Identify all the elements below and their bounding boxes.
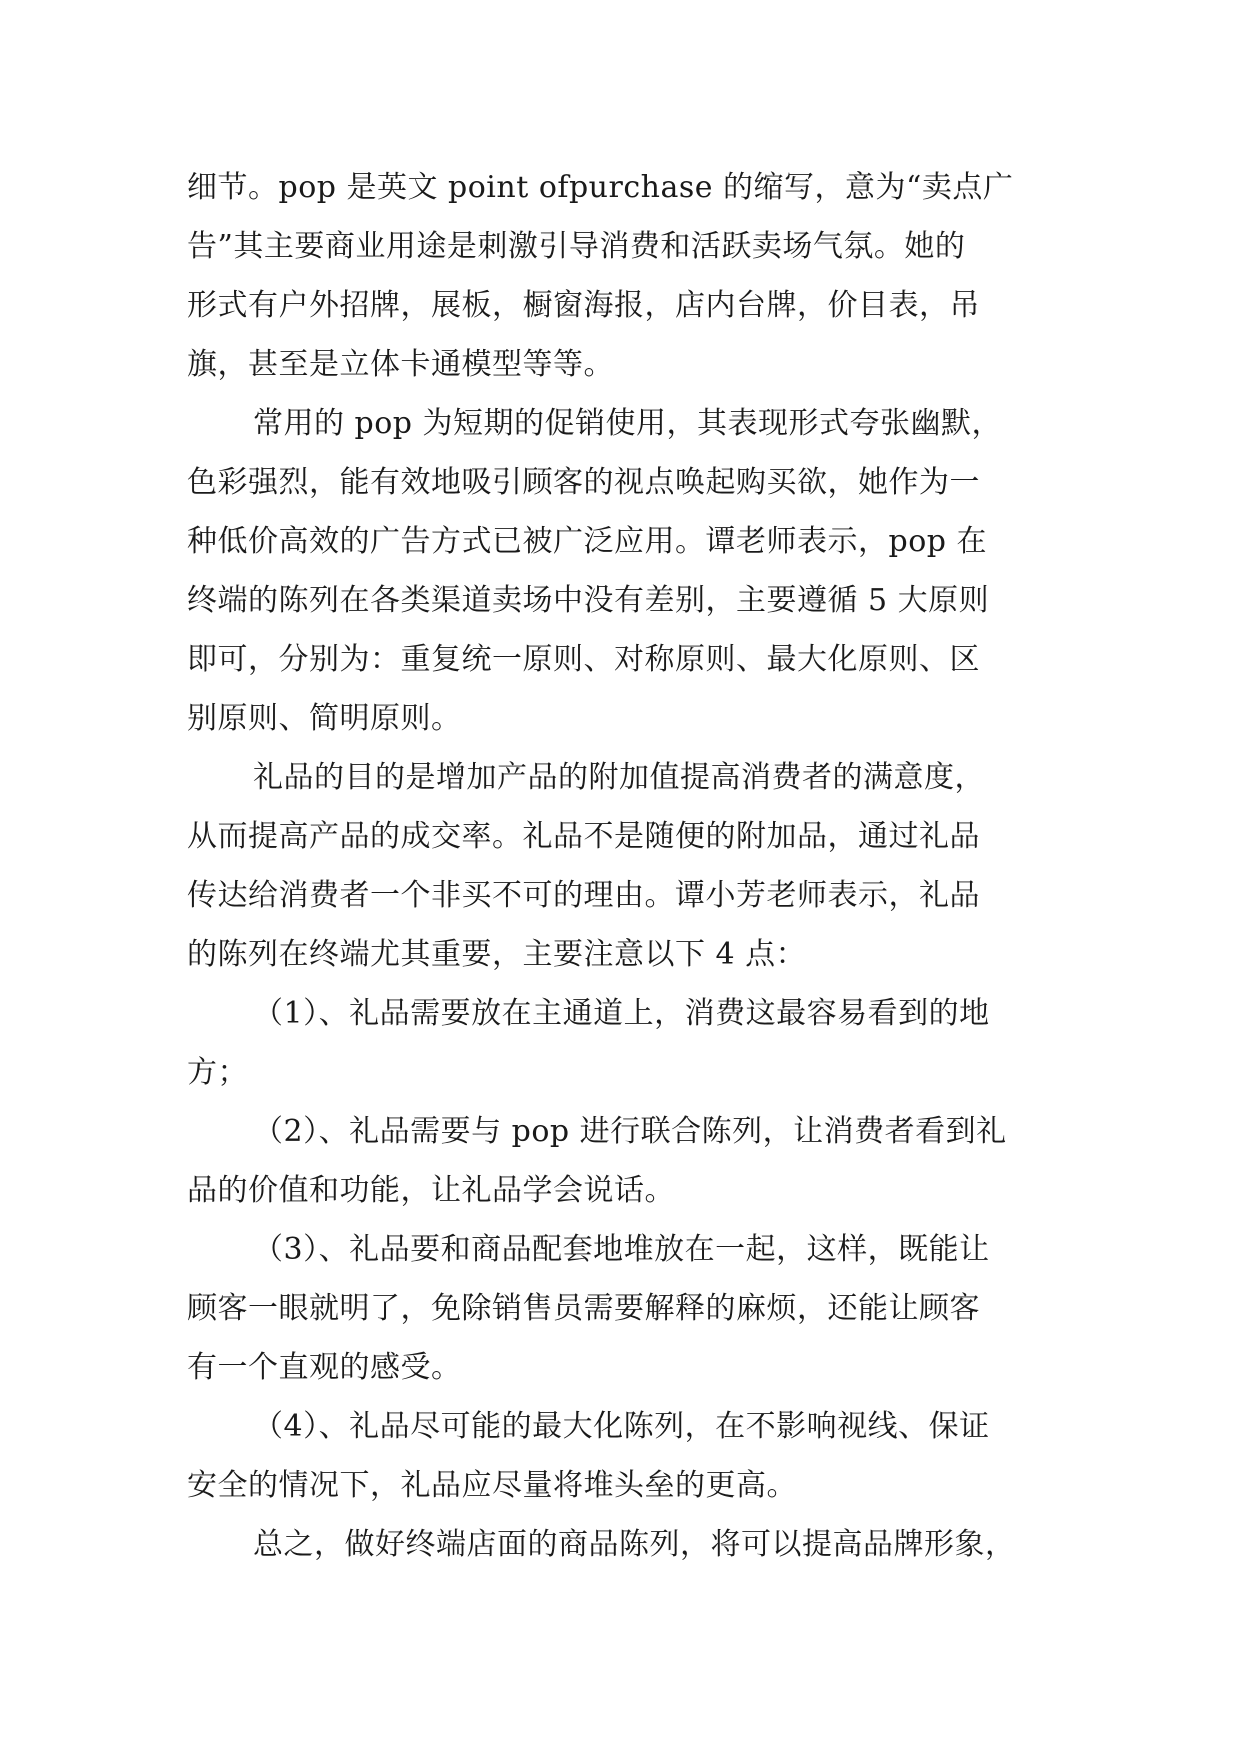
text-line: 即可，分别为：重复统一原则、对称原则、最大化原则、区	[187, 642, 980, 677]
text-line: 顾客一眼就明了，免除销售员需要解释的麻烦，还能让顾客	[187, 1291, 980, 1326]
paragraph-point-2	[187, 1102, 1067, 1220]
paragraph-gift-purpose	[187, 748, 1067, 984]
text-line: 的陈列在终端尤其重要，主要注意以下 4 点：	[187, 937, 807, 972]
text-line: 细节。pop 是英文 point ofpurchase 的缩写，意为“卖点广	[187, 170, 1014, 205]
text-line: 方；	[187, 1055, 248, 1090]
text-line: （4）、礼品尽可能的最大化陈列，在不影响视线、保证	[253, 1409, 990, 1444]
text-line: 种低价高效的广告方式已被广泛应用。谭老师表示，pop 在	[187, 524, 988, 559]
text-line: 形式有户外招牌，展板，橱窗海报，店内台牌，价目表，吊	[187, 288, 980, 323]
text-line: 礼品的目的是增加产品的附加值提高消费者的满意度，	[253, 760, 985, 795]
paragraph-point-3	[187, 1220, 1067, 1397]
text-line: 终端的陈列在各类渠道卖场中没有差别，主要遵循 5 大原则	[187, 583, 990, 618]
text-line: 传达给消费者一个非买不可的理由。谭小芳老师表示，礼品	[187, 878, 980, 913]
text-line: 旗，甚至是立体卡通模型等等。	[187, 347, 614, 382]
paragraph-pop-usage	[187, 394, 1067, 748]
text-line: 别原则、简明原则。	[187, 701, 462, 736]
paragraph-point-4	[187, 1397, 1067, 1515]
text-line: 安全的情况下，礼品应尽量将堆头垒的更高。	[187, 1468, 797, 1503]
paragraph-summary	[187, 1515, 1067, 1574]
paragraph-point-1	[187, 984, 1067, 1102]
paragraph-pop-definition	[187, 158, 1067, 394]
text-line: 有一个直观的感受。	[187, 1350, 462, 1385]
text-line: 常用的 pop 为短期的促销使用，其表现形式夸张幽默，	[253, 406, 1003, 441]
text-line: 总之，做好终端店面的商品陈列，将可以提高品牌形象，	[253, 1527, 1016, 1562]
text-line: 从而提高产品的成交率。礼品不是随便的附加品，通过礼品	[187, 819, 980, 854]
text-line: （2）、礼品需要与 pop 进行联合陈列，让消费者看到礼	[253, 1114, 1007, 1149]
text-line: 告”其主要商业用途是刺激引导消费和活跃卖场气氛。她的	[187, 229, 966, 264]
text-line: 品的价值和功能，让礼品学会说话。	[187, 1173, 675, 1208]
text-line: （1）、礼品需要放在主通道上，消费这最容易看到的地	[253, 996, 990, 1031]
text-line: （3）、礼品要和商品配套地堆放在一起，这样，既能让	[253, 1232, 990, 1267]
body-text	[187, 158, 1067, 1574]
text-line: 色彩强烈，能有效地吸引顾客的视点唤起购买欲，她作为一	[187, 465, 980, 500]
